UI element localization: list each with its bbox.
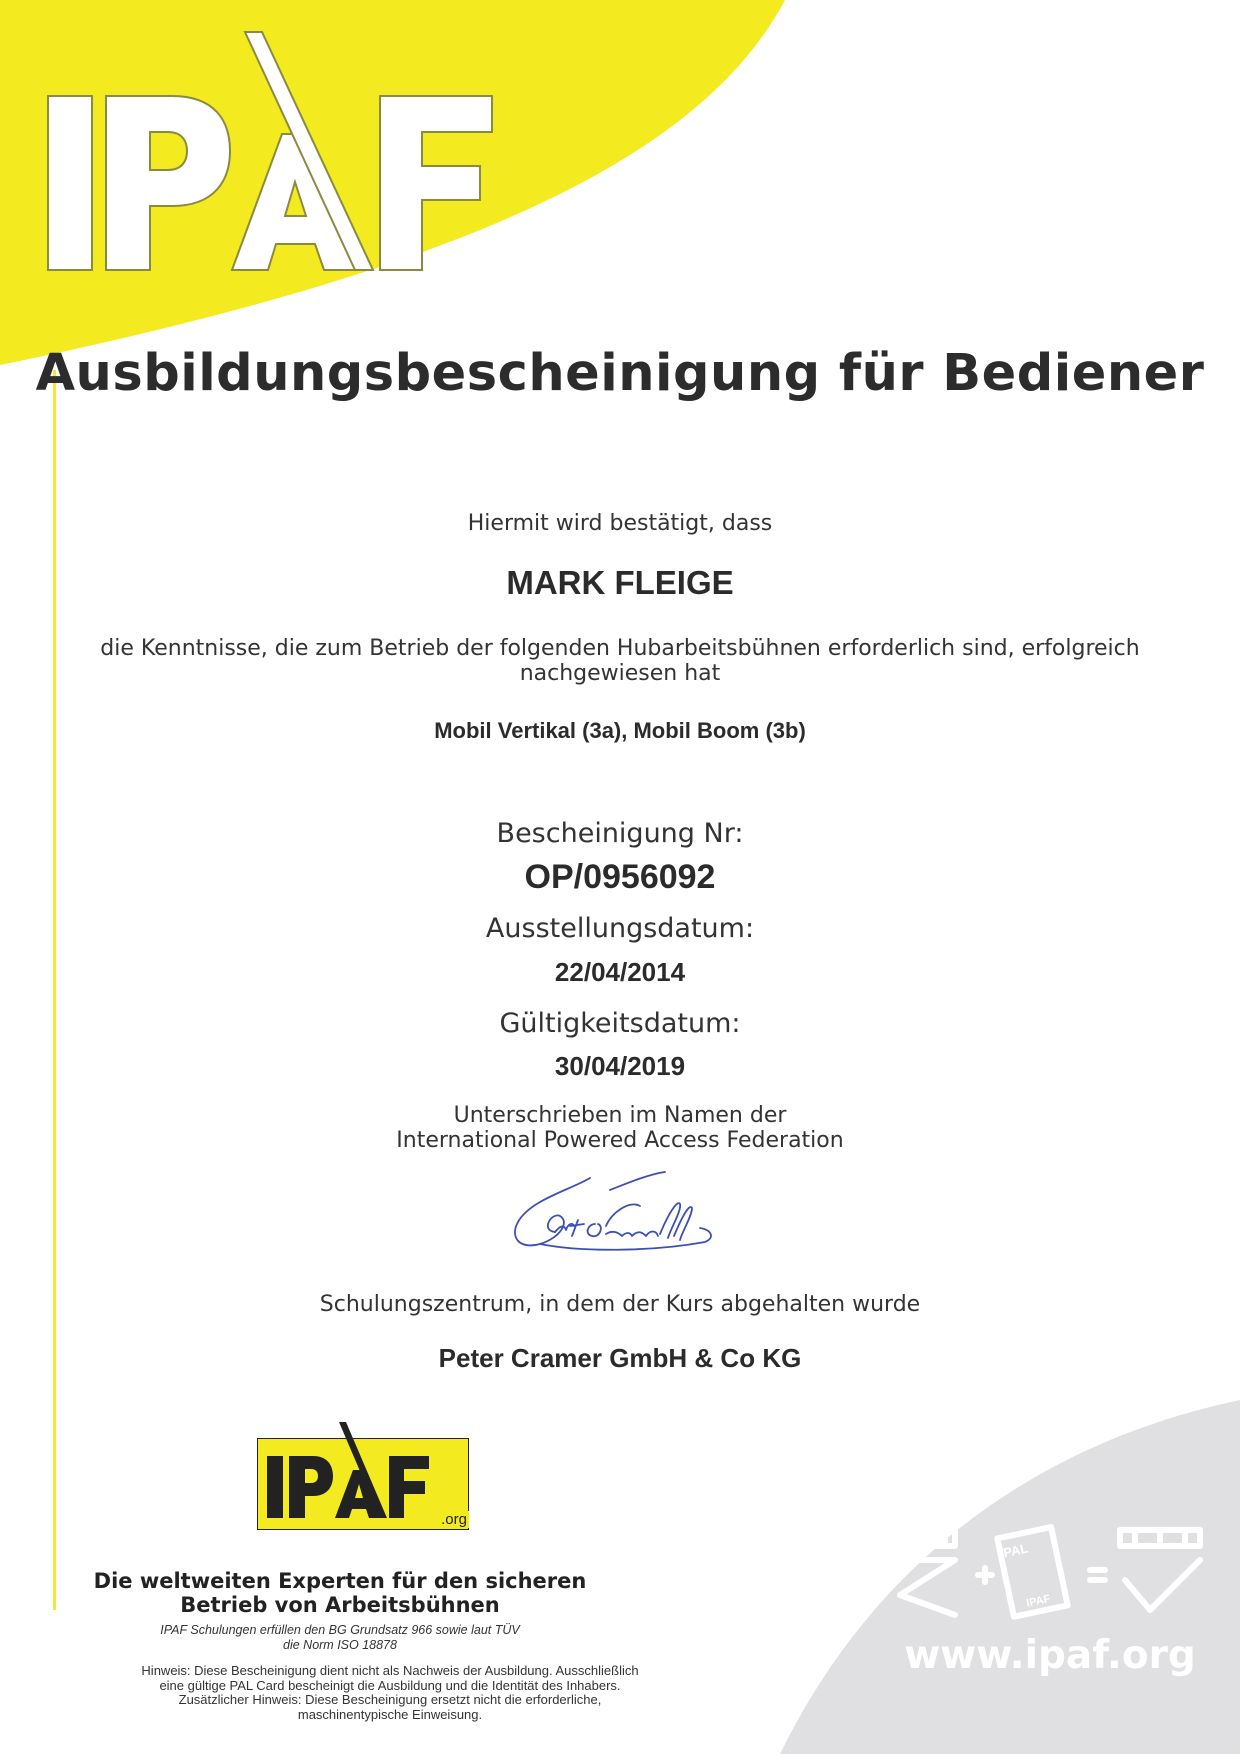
valid-date: 30/04/2019	[554, 1051, 686, 1081]
ipaf-org-suffix: .org	[441, 1511, 467, 1528]
ipaf-logo-large	[40, 20, 520, 280]
issue-date-label: Ausstellungsdatum:	[485, 913, 755, 944]
training-center-label: Schulungszentrum, in dem der Kurs abgehalten wurde	[319, 1292, 921, 1317]
holder-name: MARK FLEIGE	[506, 564, 734, 601]
certificate-title: Ausbildungsbescheinigung für Bediener	[35, 344, 1205, 403]
signed-line-2: International Powered Access Federation	[396, 1128, 844, 1153]
note-line-1: Hinweis: Diese Bescheinigung dient nicht als Nachweis der Ausbildung. Ausschließlich	[141, 1663, 639, 1678]
cert-number-label: Bescheinigung Nr:	[496, 818, 744, 849]
signed-on-behalf	[0, 1103, 1240, 1153]
tagline-line-2: Betrieb von Arbeitsbühnen	[180, 1593, 500, 1617]
tagline-line-1: Die weltweiten Experten für den sicheren	[93, 1569, 587, 1593]
pal-card-label: PAL	[1001, 1540, 1030, 1561]
note-line-2: eine gültige PAL Card bescheinigt die Ausbildung und die Identität des Inhabers.	[159, 1677, 621, 1693]
description-text: die Kenntnisse, die zum Betrieb der folgenden Hubarbeitsbühnen erforderlich sind, erfolgreich nachgewiesen hat	[100, 636, 1140, 686]
pal-card-sub: IPAF	[1025, 1592, 1052, 1610]
intro-text: Hiermit wird bestätigt, dass	[467, 511, 773, 536]
note-line-4: maschinentypische Einweisung.	[297, 1706, 483, 1722]
valid-date-label: Gültigkeitsdatum:	[499, 1008, 741, 1039]
note-line-3: Zusätzlicher Hinweis: Diese Bescheinigung ersetzt nicht die erforderliche,	[178, 1692, 602, 1707]
cert-number: OP/0956092	[524, 858, 716, 896]
disclaimer-note	[60, 1664, 720, 1722]
tagline	[60, 1569, 620, 1617]
platform-categories: Mobil Vertikal (3a), Mobil Boom (3b)	[434, 718, 806, 743]
website-url[interactable]: www.ipaf.org	[904, 1633, 1196, 1678]
bg-norm-note	[60, 1623, 620, 1653]
pal-card-pictogram	[880, 1520, 1210, 1630]
left-yellow-rule	[53, 370, 56, 1610]
signature-image	[500, 1160, 720, 1260]
bg-note-line-2: die Norm ISO 18878	[283, 1638, 397, 1652]
training-center-name: Peter Cramer GmbH & Co KG	[438, 1343, 802, 1373]
bg-note-line-1: IPAF Schulungen erfüllen den BG Grundsatz 966 sowie laut TÜV	[160, 1623, 520, 1637]
issue-date: 22/04/2014	[554, 957, 686, 987]
signed-line-1: Unterschrieben im Namen der	[453, 1103, 787, 1128]
ipaf-logo-small	[257, 1420, 471, 1531]
